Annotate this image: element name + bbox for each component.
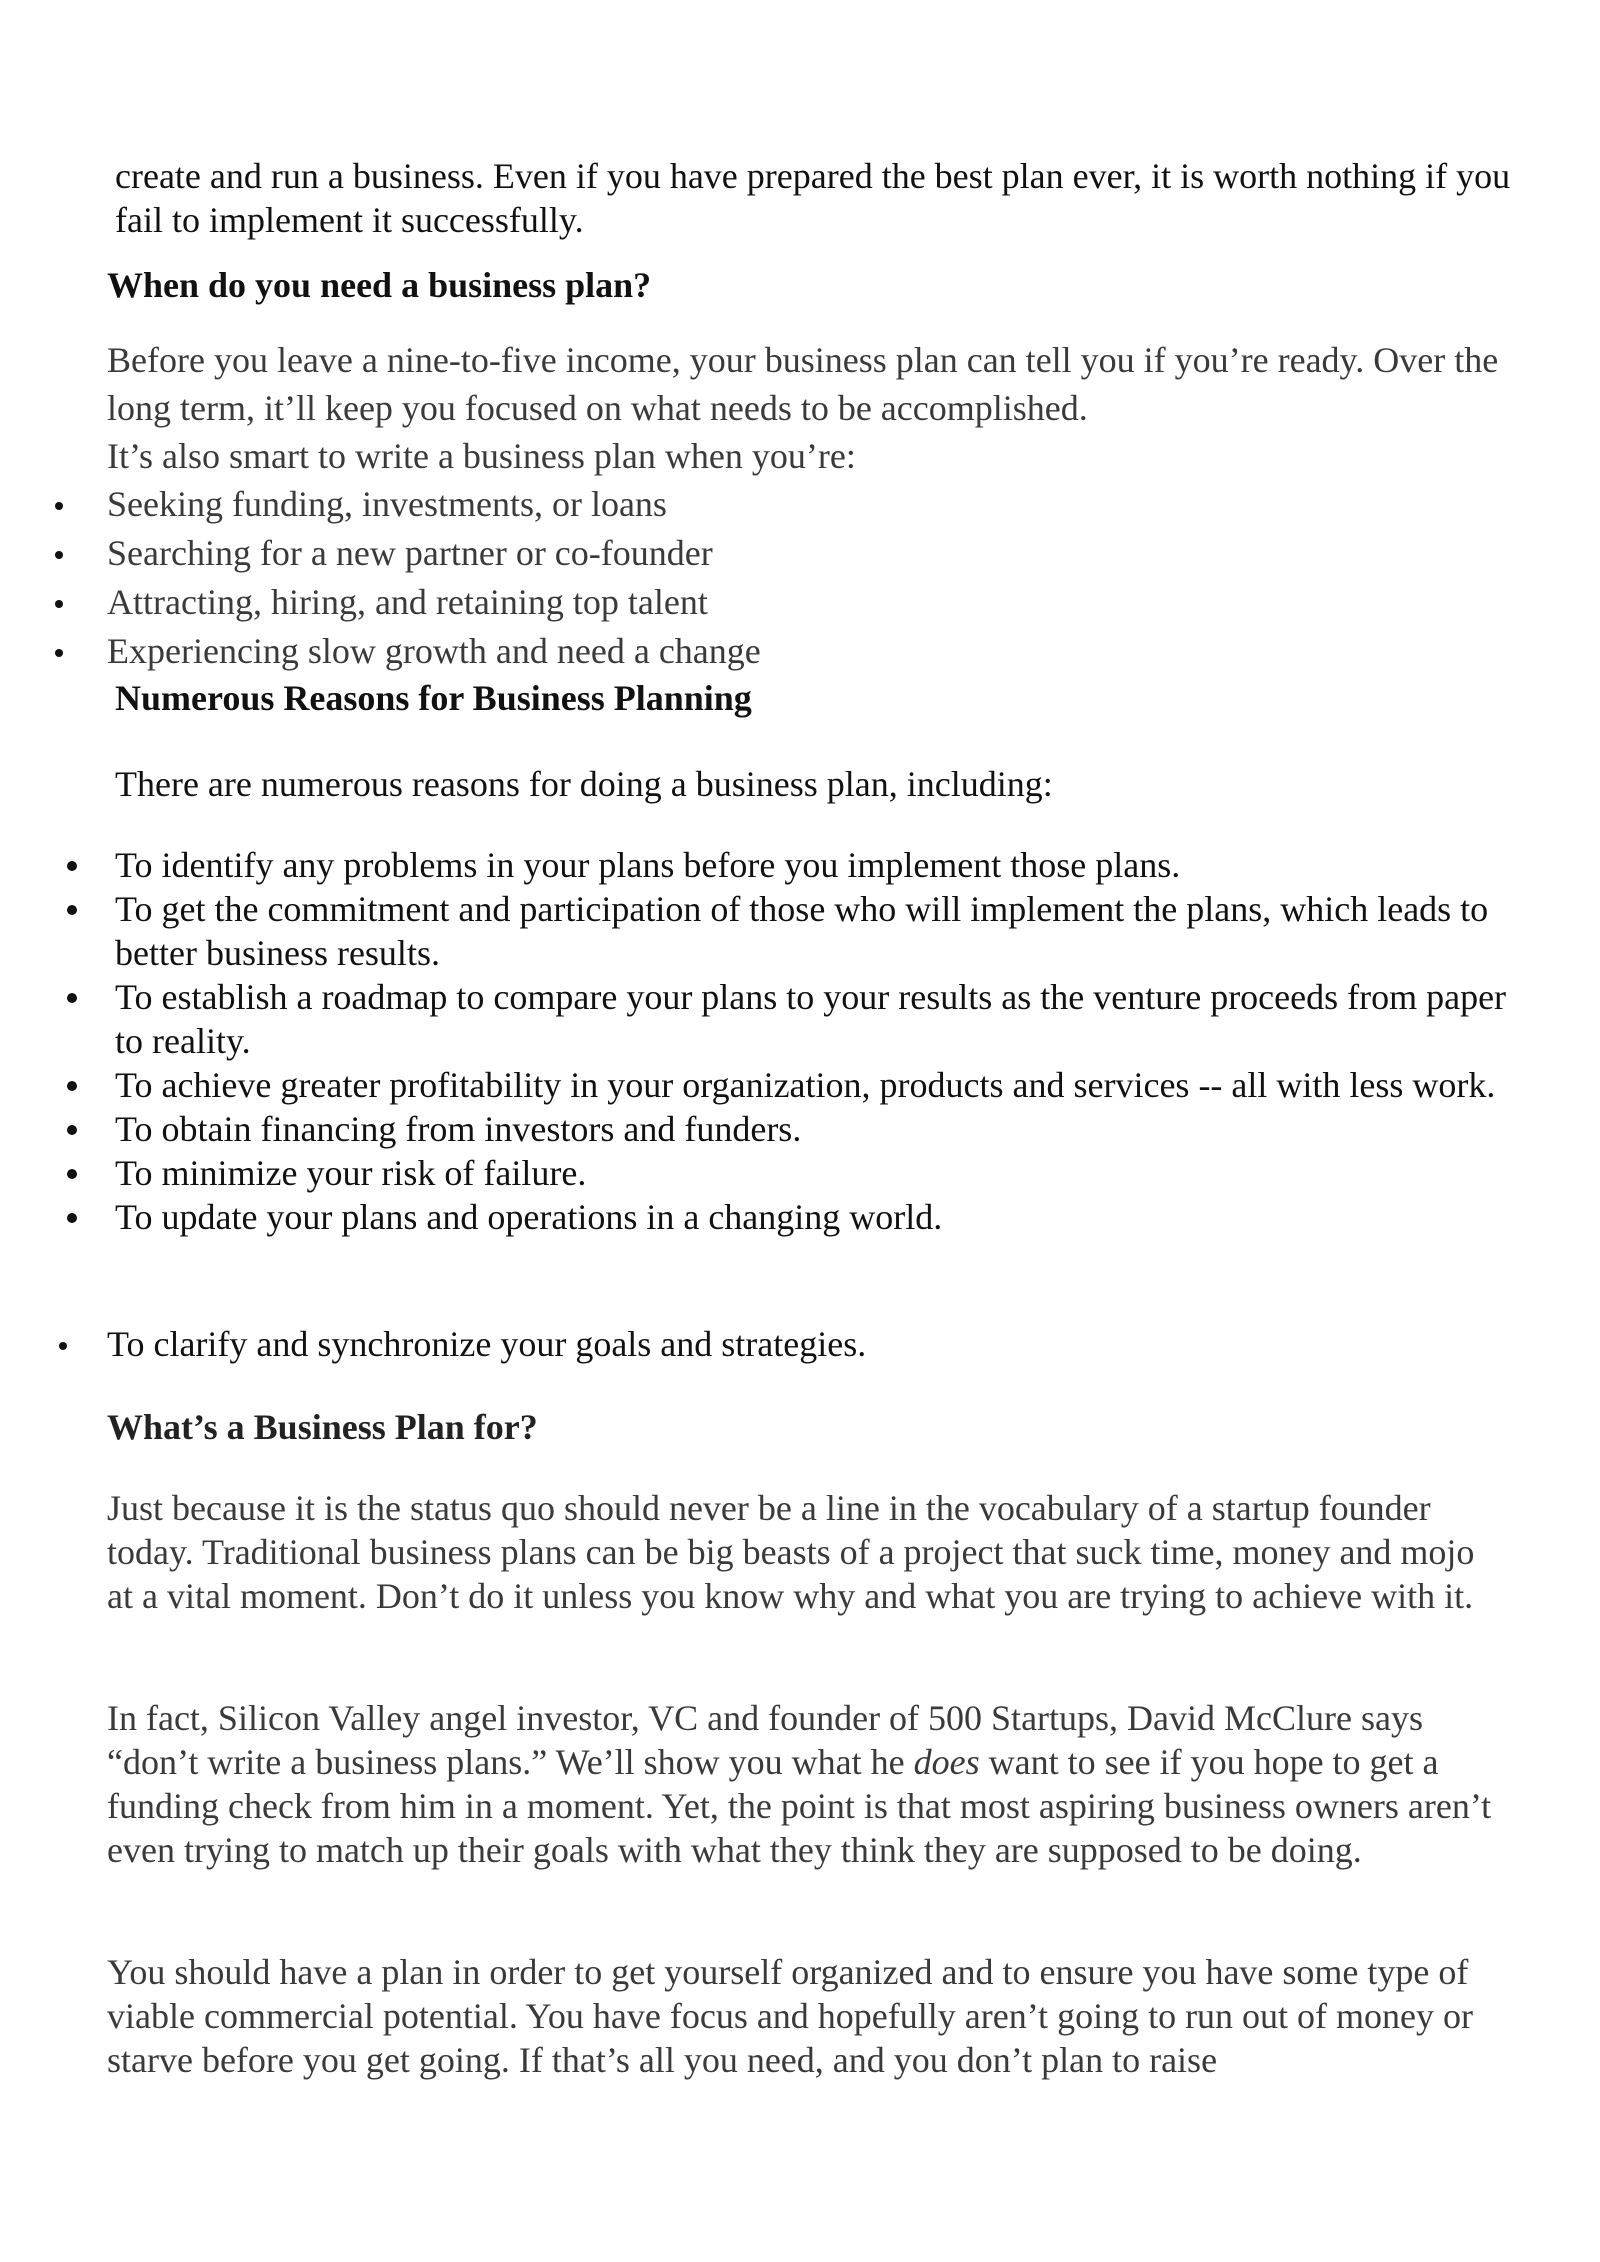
list-item-text: Experiencing slow growth and need a change <box>107 631 761 671</box>
reasons-extra-list <box>107 1322 1507 1366</box>
whats-paragraph-2-start: In fact, Silicon Valley angel investor, VC and founder of 500 Startups, David McClure says “don’t write a business plans.” We’ll show you what he <box>107 1698 1423 1782</box>
whats-paragraph-2-emphasis: does <box>913 1742 980 1782</box>
list-item <box>115 1063 1515 1107</box>
list-item-text: To achieve greater profitability in your organization, products and services -- all with less work. <box>115 1065 1496 1105</box>
whats-paragraph-2 <box>107 1696 1507 1872</box>
whats-paragraph-3: You should have a plan in order to get yourself organized and to ensure you have some type of viable commercial potential. You have focus and hopefully aren’t going to run out of money or starve before you get going. If that’s all you need, and you don’t plan to raise <box>107 1952 1474 2080</box>
intro-paragraph: create and run a business. Even if you have prepared the best plan ever, it is worth nothing if you fail to implement it successfully. <box>115 156 1511 240</box>
reasons-intro: There are numerous reasons for doing a business plan, including: <box>115 764 1053 804</box>
bullet-icon <box>55 551 63 559</box>
bullet-icon <box>67 861 77 871</box>
heading-numerous-reasons: Numerous Reasons for Business Planning <box>115 678 752 718</box>
when-paragraph-1: Before you leave a nine-to-five income, your business plan can tell you if you’re ready. Over the long term, it’ll keep you focused on what needs to be accomplished. <box>107 340 1499 428</box>
whats-paragraph-2-end: want to see if you hope to get a funding check from him in a moment. Yet, the point is that most aspiring business owners aren’t even trying to match up their goals with what they think they are supposed to be doing. <box>107 1742 1492 1870</box>
list-item <box>115 887 1515 975</box>
list-item <box>115 1107 1515 1151</box>
bullet-icon <box>67 1125 77 1135</box>
list-item <box>115 1195 1515 1239</box>
bullet-icon <box>67 905 77 915</box>
when-bullet-list <box>107 480 1507 676</box>
list-item <box>107 529 1507 578</box>
bullet-icon <box>59 1342 67 1350</box>
bullet-icon <box>67 1213 77 1223</box>
when-paragraph-2: It’s also smart to write a business plan when you’re: <box>107 436 856 476</box>
bullet-icon <box>67 993 77 1003</box>
list-item-text: Attracting, hiring, and retaining top talent <box>107 582 708 622</box>
list-item-text: To establish a roadmap to compare your plans to your results as the venture proceeds from paper to reality. <box>115 977 1507 1061</box>
list-item <box>115 843 1515 887</box>
list-item-text: Seeking funding, investments, or loans <box>107 484 667 524</box>
list-item-text: To clarify and synchronize your goals and strategies. <box>107 1324 867 1364</box>
list-item-text: To get the commitment and participation of those who will implement the plans, which leads to better business results. <box>115 889 1489 973</box>
list-item <box>115 1151 1515 1195</box>
list-item <box>107 1322 1507 1366</box>
bullet-icon <box>67 1169 77 1179</box>
list-item <box>107 480 1507 529</box>
list-item <box>107 627 1507 676</box>
list-item-text: To update your plans and operations in a changing world. <box>115 1197 943 1237</box>
bullet-icon <box>55 600 63 608</box>
bullet-icon <box>55 649 63 657</box>
reasons-bullet-list <box>115 843 1515 1239</box>
list-item <box>107 578 1507 627</box>
whats-paragraph-1: Just because it is the status quo should never be a line in the vocabulary of a startup founder today. Traditional business plans can be big beasts of a project that suck time, money and mojo at a vital moment. Don’t do it unless you know why and what you are trying to achieve with it. <box>107 1488 1475 1616</box>
heading-when-need-plan: When do you need a business plan? <box>107 265 652 305</box>
list-item-text: To obtain financing from investors and funders. <box>115 1109 802 1149</box>
bullet-icon <box>67 1081 77 1091</box>
list-item-text: To minimize your risk of failure. <box>115 1153 587 1193</box>
bullet-icon <box>55 502 63 510</box>
heading-whats-plan-for: What’s a Business Plan for? <box>107 1407 538 1447</box>
list-item-text: Searching for a new partner or co-founder <box>107 533 713 573</box>
list-item <box>115 975 1515 1063</box>
list-item-text: To identify any problems in your plans before you implement those plans. <box>115 845 1181 885</box>
